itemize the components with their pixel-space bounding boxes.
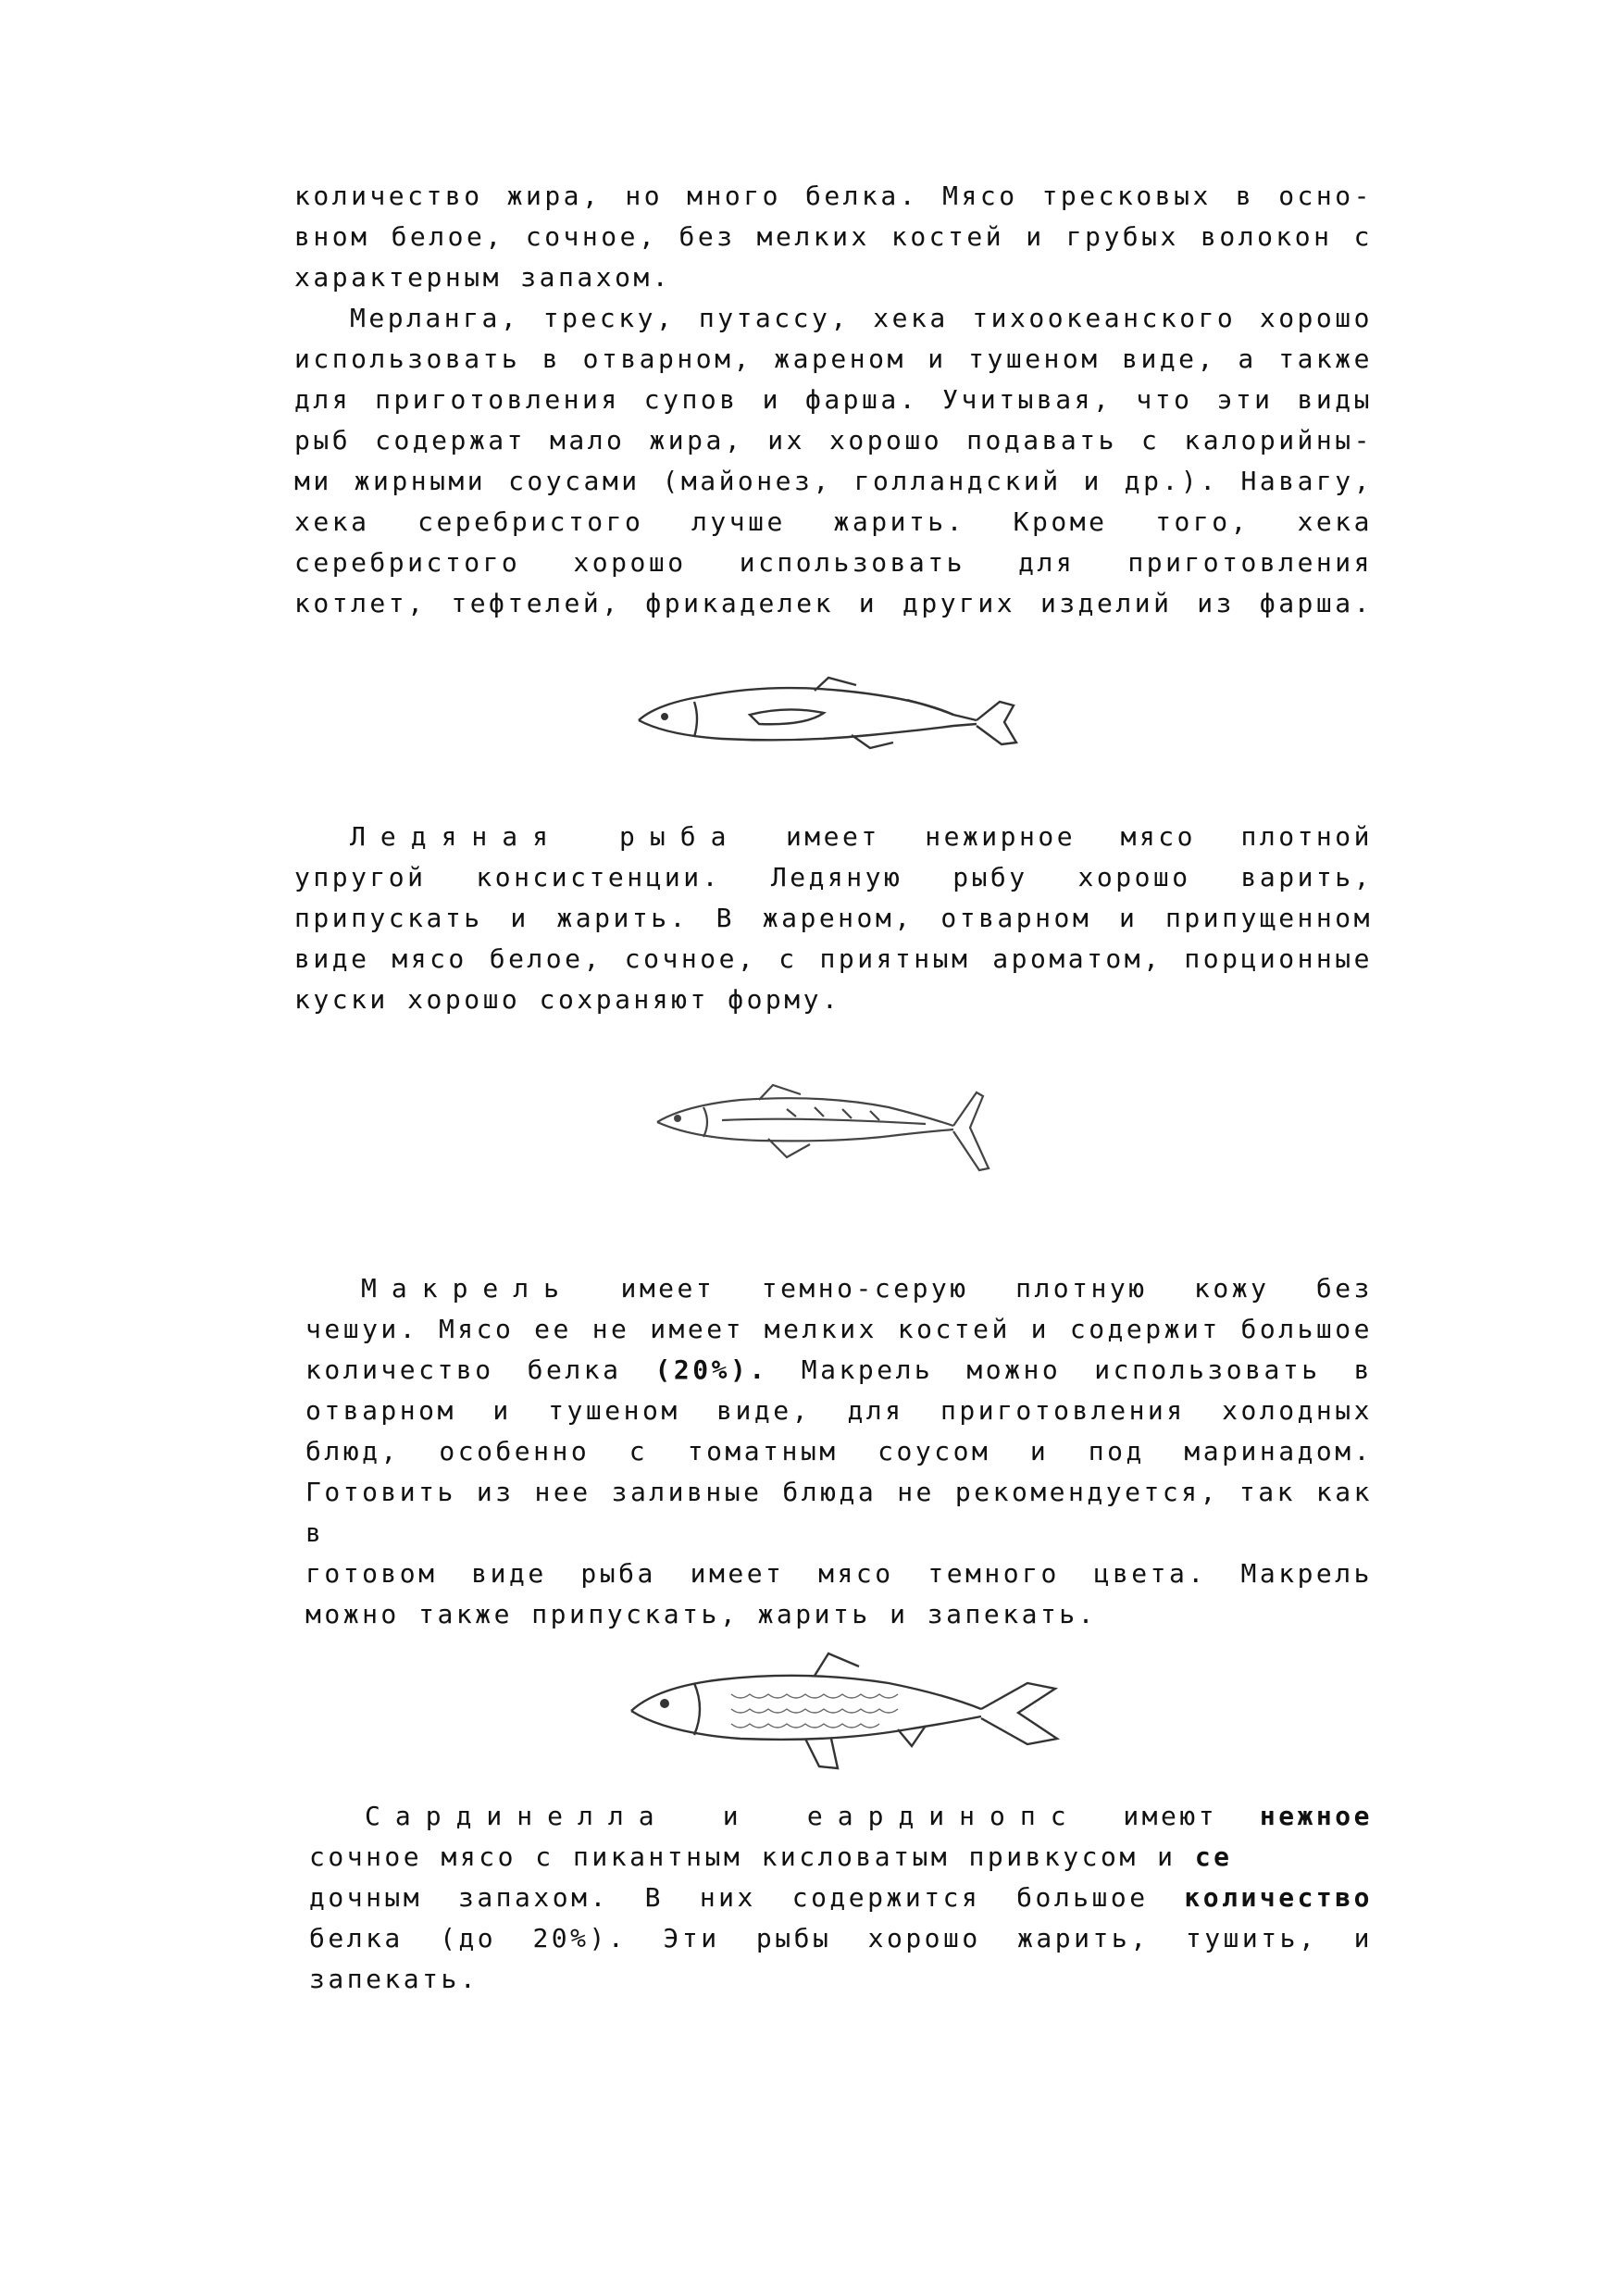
paragraph-mackerel [305, 1268, 1373, 1635]
text-line: запекать. [309, 1964, 479, 1994]
text-line [305, 1350, 1373, 1391]
mackerel-line3-a: количество белка [305, 1354, 655, 1385]
text-line [294, 817, 1373, 857]
icefish-line1: имеет нежирное мясо плотной [785, 821, 1374, 852]
text-line: характерным запахом. [294, 262, 672, 293]
text-line: виде мясо белое, сочное, с приятным ароматом, порционные [294, 943, 1373, 974]
sardinella-bold-3: количество [1184, 1882, 1373, 1913]
sardinella-line2-a: сочное мясо с пикантным кисловатым привкусом и [309, 1841, 1195, 1872]
text-line: припускать и жарить. В жареном, отварном и припущенном [294, 903, 1373, 933]
text-line: серебристого хорошо использовать для приготовления [294, 547, 1373, 578]
text-line [305, 1268, 1373, 1309]
text-line: чешуи. Мясо ее не имеет мелких костей и содержит большое [305, 1314, 1373, 1344]
text-line [309, 1837, 1373, 1878]
text-line: белка (до 20%). Эти рыбы хорошо жарить, тушить, и [309, 1923, 1373, 1953]
sardine-illustration [620, 1629, 1083, 1796]
text-line: упругой консистенции. Ледяную рыбу хорошо варить, [294, 862, 1373, 892]
text-line: можно также припускать, жарить и запекать. [305, 1599, 1098, 1629]
sardinella-line3-a: дочным запахом. В них содержится большое [309, 1882, 1185, 1913]
mackerel-illustration [648, 1065, 1018, 1185]
text-line: Мерланга, треску, путассу, хека тихоокеанского хорошо [350, 303, 1373, 333]
paragraph-sardinella [309, 1796, 1373, 2000]
paragraph-merlang-cooking [294, 298, 1373, 624]
mackerel-line3-c: Макрель можно использовать в [767, 1354, 1373, 1385]
text-line: использовать в отварном, жареном и тушеном виде, а также [294, 343, 1373, 374]
sardinella-bold-1: нежное [1259, 1801, 1373, 1831]
text-line [309, 1878, 1373, 1918]
text-line: для приготовления супов и фарша. Учитывая, что эти виды [294, 384, 1373, 415]
mackerel-lead: Макрель [361, 1273, 575, 1304]
paragraph-icefish [294, 817, 1373, 1020]
paragraph-cod-meat [294, 176, 1373, 298]
text-line: ми жирными соусами (майонез, голландский и др.). Навагу, [294, 466, 1373, 496]
text-line: вном белое, сочное, без мелких костей и грубых волокон с [294, 221, 1373, 252]
protein-percent: (20%). [654, 1354, 768, 1385]
sardinella-line1: имеют [1123, 1801, 1260, 1831]
cod-fish-illustration [629, 657, 1037, 768]
sardinella-bold-2: се [1194, 1841, 1233, 1872]
mackerel-line1: имеет темно-серую плотную кожу без [620, 1273, 1373, 1304]
text-line [309, 1796, 1373, 1837]
text-line: блюд, особенно с томатным соусом и под маринадом. [305, 1436, 1373, 1466]
text-line: готовом виде рыба имеет мясо темного цвета. Макрель [305, 1558, 1373, 1589]
text-line: количество жира, но много белка. Мясо тресковых в осно- [294, 181, 1373, 211]
sardinella-lead: Сардинелла и еардинопс [365, 1801, 1081, 1831]
text-line: Готовить из нее заливные блюда не рекомендуется, так как в [305, 1477, 1373, 1548]
text-line: отварном и тушеном виде, для приготовления холодных [305, 1395, 1373, 1426]
text-line: рыб содержат мало жира, их хорошо подавать с калорийны- [294, 425, 1373, 455]
text-line: хека серебристого лучше жарить. Кроме того, хека [294, 506, 1373, 537]
text-line: куски хорошо сохраняют форму. [294, 984, 841, 1015]
text-line: котлет, тефтелей, фрикаделек и других изделий из фарша. [294, 588, 1373, 618]
icefish-lead: Ледяная рыба [350, 821, 741, 852]
